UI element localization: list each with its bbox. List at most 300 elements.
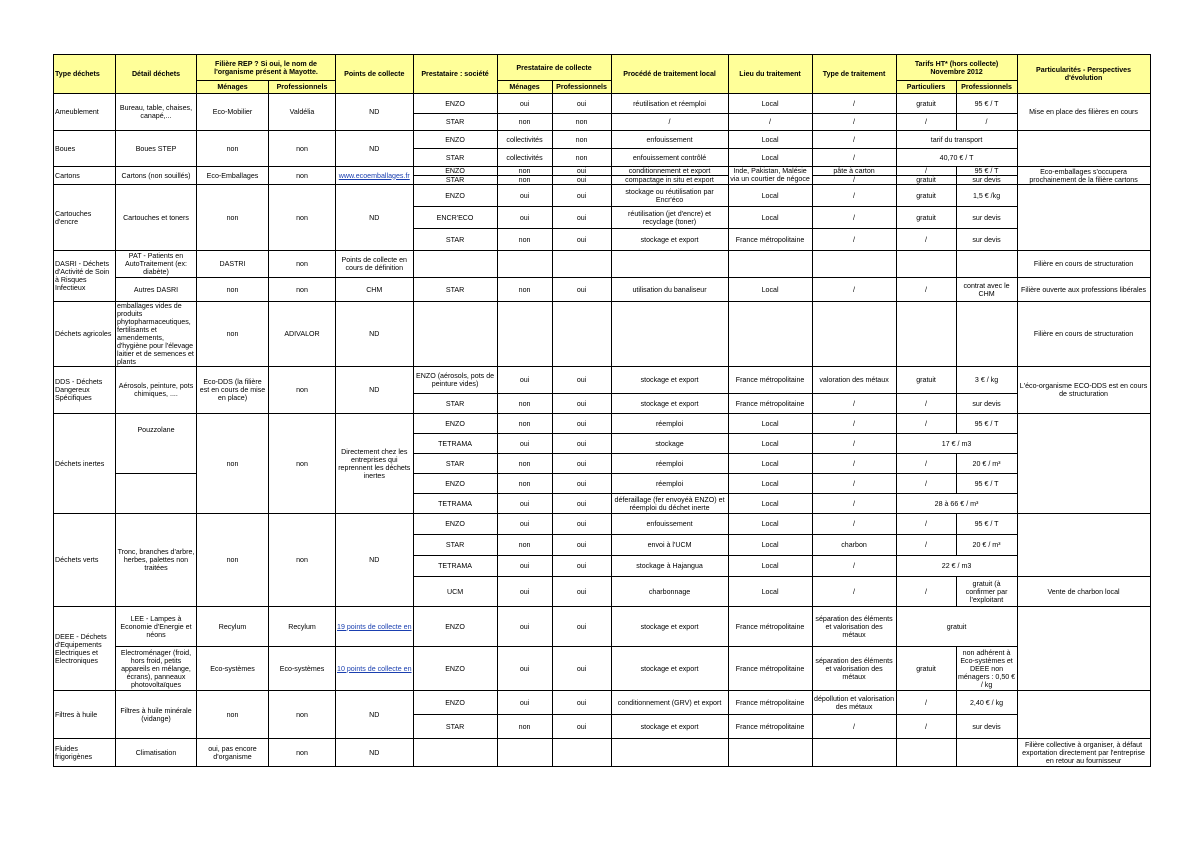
menages-cell bbox=[497, 302, 552, 367]
rep-pro-cell: non bbox=[269, 414, 336, 514]
societe-cell: ENZO bbox=[413, 414, 497, 434]
menages-cell: oui bbox=[497, 185, 552, 207]
particularites-cell bbox=[1017, 607, 1150, 691]
type-traitement-cell: / bbox=[812, 494, 896, 514]
header-lieu: Lieu du traitement bbox=[728, 55, 812, 94]
tarif-pro-cell bbox=[956, 302, 1017, 367]
societe-cell: TETRAMA bbox=[413, 494, 497, 514]
procede-cell: / bbox=[611, 114, 728, 131]
rep-menages-cell: non bbox=[197, 414, 269, 514]
particularites-cell: Eco-emballages s'occupera prochainement de la filière cartons bbox=[1017, 167, 1150, 185]
rep-pro-cell: non bbox=[269, 367, 336, 414]
header-row-2 bbox=[54, 81, 1151, 94]
tarif-pro-cell: gratuit (à confirmer par l'exploitant bbox=[956, 577, 1017, 607]
menages-cell: oui bbox=[497, 556, 552, 577]
header-prestataire-societe: Prestataire : société bbox=[413, 55, 497, 94]
societe-cell: TETRAMA bbox=[413, 556, 497, 577]
lieu-cell: France métropolitaine bbox=[728, 691, 812, 715]
header-prestataire-collecte: Prestataire de collecte bbox=[497, 55, 611, 81]
menages-cell: non bbox=[497, 474, 552, 494]
tarif-merged-cell: tarif du transport bbox=[896, 131, 1017, 149]
societe-cell bbox=[413, 302, 497, 367]
detail-cell: Boues STEP bbox=[116, 131, 197, 167]
table-row bbox=[54, 185, 1151, 207]
procede-cell: utilisation du banaliseur bbox=[611, 278, 728, 302]
procede-cell: stockage bbox=[611, 434, 728, 454]
points-cell: ND bbox=[336, 739, 414, 767]
pro-cell: oui bbox=[552, 535, 611, 556]
type-traitement-cell: / bbox=[812, 94, 896, 114]
type-traitement-cell: séparation des éléments et valorisation des métaux bbox=[812, 607, 896, 647]
lieu-cell: Local bbox=[728, 434, 812, 454]
type-traitement-cell: / bbox=[812, 715, 896, 739]
pro-cell: non bbox=[552, 149, 611, 167]
tarif-part-cell: gratuit bbox=[896, 176, 956, 185]
type-traitement-cell: / bbox=[812, 114, 896, 131]
table-row bbox=[54, 414, 1151, 434]
table-row bbox=[54, 739, 1151, 767]
pro-cell: oui bbox=[552, 577, 611, 607]
menages-cell: non bbox=[497, 414, 552, 434]
points-cell: ND bbox=[336, 94, 414, 131]
societe-cell: ENZO bbox=[413, 94, 497, 114]
rep-pro-cell: non bbox=[269, 278, 336, 302]
procede-cell: envoi à l'UCM bbox=[611, 535, 728, 556]
societe-cell: ENZO bbox=[413, 474, 497, 494]
tarif-part-cell: / bbox=[896, 514, 956, 535]
pro-cell: oui bbox=[552, 94, 611, 114]
pro-cell: oui bbox=[552, 414, 611, 434]
type-traitement-cell: / bbox=[812, 514, 896, 535]
lieu-cell: Local bbox=[728, 185, 812, 207]
societe-cell: UCM bbox=[413, 577, 497, 607]
rep-pro-cell: non bbox=[269, 185, 336, 251]
detail-cell: LEE - Lampes à Economie d'Energie et néons bbox=[116, 607, 197, 647]
points-cell: ND bbox=[336, 302, 414, 367]
lee-collection-points-link[interactable]: 19 points de collecte en bbox=[337, 622, 412, 631]
procede-cell: réemploi bbox=[611, 454, 728, 474]
type-traitement-cell: / bbox=[812, 454, 896, 474]
tarif-part-cell bbox=[896, 739, 956, 767]
lieu-cell bbox=[728, 302, 812, 367]
menages-cell: non bbox=[497, 535, 552, 556]
lieu-cell: Local bbox=[728, 454, 812, 474]
societe-cell: TETRAMA bbox=[413, 434, 497, 454]
type-traitement-cell: / bbox=[812, 185, 896, 207]
header-particularites: Particularités - Perspectives d'évolution bbox=[1017, 55, 1150, 94]
procede-cell: stockage ou réutilisation par Encr'éco bbox=[611, 185, 728, 207]
ecoemballages-link[interactable]: www.ecoemballages.fr bbox=[338, 171, 410, 180]
societe-cell: ENZO bbox=[413, 514, 497, 535]
particularites-cell: Mise en place des filières en cours bbox=[1017, 94, 1150, 131]
lieu-cell: France métropolitaine bbox=[728, 647, 812, 691]
waste-streams-table bbox=[53, 54, 1151, 767]
header-rep-professionnels: Professionnels bbox=[269, 81, 336, 94]
lieu-cell: Inde, Pakistan, Malésie via un courtier de négoce bbox=[728, 167, 812, 185]
pro-cell: oui bbox=[552, 278, 611, 302]
detail-cell: Tronc, branches d'arbre, herbes, palettes non traitées bbox=[116, 514, 197, 607]
header-rep: Filière REP ? Si oui, le nom de l'organisme présent à Mayotte. bbox=[197, 55, 336, 81]
tarif-pro-cell: 95 € / T bbox=[956, 414, 1017, 434]
rep-menages-cell: non bbox=[197, 691, 269, 739]
type-traitement-cell: / bbox=[812, 394, 896, 414]
tarif-merged-cell: 28 à 66 € / m³ bbox=[896, 494, 1017, 514]
menages-cell: oui bbox=[497, 577, 552, 607]
type-cell: Filtres à huile bbox=[54, 691, 116, 739]
menages-cell: oui bbox=[497, 607, 552, 647]
procede-cell: réemploi bbox=[611, 474, 728, 494]
detail-cell: PAT - Patients en AutoTraitement (ex: diabète) bbox=[116, 251, 197, 278]
menages-cell: non bbox=[497, 454, 552, 474]
lieu-cell: Local bbox=[728, 207, 812, 229]
pro-cell: oui bbox=[552, 647, 611, 691]
menages-cell: non bbox=[497, 167, 552, 176]
type-cell: Déchets verts bbox=[54, 514, 116, 607]
tarif-merged-cell: 40,70 € / T bbox=[896, 149, 1017, 167]
table-row bbox=[54, 367, 1151, 394]
rep-menages-cell: Eco-Mobilier bbox=[197, 94, 269, 131]
deee-collection-points-link[interactable]: 10 points de collecte en bbox=[337, 664, 412, 673]
rep-pro-cell: non bbox=[269, 167, 336, 185]
tarif-pro-cell bbox=[956, 739, 1017, 767]
menages-cell: oui bbox=[497, 434, 552, 454]
societe-cell: ENCR'ECO bbox=[413, 207, 497, 229]
societe-cell: ENZO bbox=[413, 185, 497, 207]
type-traitement-cell: / bbox=[812, 131, 896, 149]
type-cell: DEEE - Déchets d'Equipements Electriques et Electroniques bbox=[54, 607, 116, 691]
type-traitement-cell: / bbox=[812, 577, 896, 607]
tarif-part-cell: / bbox=[896, 394, 956, 414]
table-row bbox=[54, 514, 1151, 535]
tarif-pro-cell: 95 € / T bbox=[956, 167, 1017, 176]
header-type-traitement: Type de traitement bbox=[812, 55, 896, 94]
pro-cell: oui bbox=[552, 556, 611, 577]
tarif-part-cell: gratuit bbox=[896, 367, 956, 394]
procede-cell bbox=[611, 739, 728, 767]
menages-cell: oui bbox=[497, 514, 552, 535]
lieu-cell bbox=[728, 251, 812, 278]
header-collecte-professionnels: Professionnels bbox=[552, 81, 611, 94]
pro-cell: oui bbox=[552, 607, 611, 647]
type-cell: Boues bbox=[54, 131, 116, 167]
tarif-pro-cell: 95 € / T bbox=[956, 474, 1017, 494]
points-cell: Points de collecte en cours de définition bbox=[336, 251, 414, 278]
rep-pro-cell: ADIVALOR bbox=[269, 302, 336, 367]
rep-pro-cell: non bbox=[269, 251, 336, 278]
type-traitement-cell: pâte à carton bbox=[812, 167, 896, 176]
points-cell: ND bbox=[336, 514, 414, 607]
rep-menages-cell: non bbox=[197, 278, 269, 302]
rep-menages-cell: Eco-Emballages bbox=[197, 167, 269, 185]
pro-cell bbox=[552, 739, 611, 767]
particularites-cell bbox=[1017, 185, 1150, 251]
table-row bbox=[54, 167, 1151, 176]
points-cell: ND bbox=[336, 185, 414, 251]
societe-cell: ENZO bbox=[413, 691, 497, 715]
societe-cell: STAR bbox=[413, 715, 497, 739]
procede-cell: charbonnage bbox=[611, 577, 728, 607]
menages-cell: non bbox=[497, 715, 552, 739]
table-row bbox=[54, 94, 1151, 114]
lieu-cell: Local bbox=[728, 577, 812, 607]
societe-cell: STAR bbox=[413, 176, 497, 185]
detail-cell: Autres DASRI bbox=[116, 278, 197, 302]
rep-pro-cell: Eco-systèmes bbox=[269, 647, 336, 691]
type-traitement-cell: charbon bbox=[812, 535, 896, 556]
type-traitement-cell: / bbox=[812, 229, 896, 251]
tarif-pro-cell: contrat avec le CHM bbox=[956, 278, 1017, 302]
tarif-part-cell: gratuit bbox=[896, 207, 956, 229]
lieu-cell: France métropolitaine bbox=[728, 367, 812, 394]
pro-cell: oui bbox=[552, 514, 611, 535]
detail-cell: Bureau, table, chaises, canapé,... bbox=[116, 94, 197, 131]
pro-cell: oui bbox=[552, 434, 611, 454]
points-cell: ND bbox=[336, 367, 414, 414]
menages-cell: oui bbox=[497, 691, 552, 715]
societe-cell: STAR bbox=[413, 149, 497, 167]
points-cell bbox=[336, 647, 414, 691]
procede-cell: stockage à Hajangua bbox=[611, 556, 728, 577]
tarif-pro-cell: sur devis bbox=[956, 394, 1017, 414]
tarif-pro-cell: sur devis bbox=[956, 715, 1017, 739]
type-traitement-cell: / bbox=[812, 278, 896, 302]
table-row bbox=[54, 302, 1151, 367]
menages-cell: non bbox=[497, 176, 552, 185]
societe-cell: STAR bbox=[413, 535, 497, 556]
procede-cell: déferaillage (fer envoyéà ENZO) et réemploi du déchet inerte bbox=[611, 494, 728, 514]
societe-cell bbox=[413, 251, 497, 278]
societe-cell: STAR bbox=[413, 114, 497, 131]
table-row bbox=[54, 647, 1151, 691]
points-cell: ND bbox=[336, 131, 414, 167]
procede-cell: stockage et export bbox=[611, 367, 728, 394]
header-rep-menages: Ménages bbox=[197, 81, 269, 94]
pro-cell: oui bbox=[552, 176, 611, 185]
type-cell: Cartons bbox=[54, 167, 116, 185]
pro-cell: oui bbox=[552, 454, 611, 474]
lieu-cell: France métropolitaine bbox=[728, 394, 812, 414]
header-tarif-professionnels: Professionnels bbox=[956, 81, 1017, 94]
detail-cell: Cartouches et toners bbox=[116, 185, 197, 251]
type-cell: Déchets inertes bbox=[54, 414, 116, 514]
procede-cell: conditionnement et export bbox=[611, 167, 728, 176]
type-traitement-cell: dépollution et valorisation des métaux bbox=[812, 691, 896, 715]
type-traitement-cell: / bbox=[812, 176, 896, 185]
lieu-cell: Local bbox=[728, 535, 812, 556]
points-cell: Directement chez les entreprises qui reprennent les déchets inertes bbox=[336, 414, 414, 514]
type-traitement-cell bbox=[812, 251, 896, 278]
lieu-cell: France métropolitaine bbox=[728, 607, 812, 647]
tarif-part-cell: / bbox=[896, 229, 956, 251]
pro-cell: oui bbox=[552, 394, 611, 414]
procede-cell: enfouissement bbox=[611, 131, 728, 149]
tarif-part-cell: / bbox=[896, 414, 956, 434]
menages-cell: oui bbox=[497, 494, 552, 514]
table-row bbox=[54, 607, 1151, 647]
tarif-pro-cell: 3 € / kg bbox=[956, 367, 1017, 394]
tarif-pro-cell bbox=[956, 251, 1017, 278]
particularites-cell: Filière ouverte aux professions libérales bbox=[1017, 278, 1150, 302]
menages-cell: collectivités bbox=[497, 131, 552, 149]
tarif-merged-cell: gratuit bbox=[896, 607, 1017, 647]
type-traitement-cell: / bbox=[812, 474, 896, 494]
rep-menages-cell: non bbox=[197, 514, 269, 607]
particularites-cell bbox=[1017, 691, 1150, 739]
header-procede: Procédé de traitement local bbox=[611, 55, 728, 94]
pro-cell: oui bbox=[552, 474, 611, 494]
menages-cell bbox=[497, 739, 552, 767]
menages-cell bbox=[497, 251, 552, 278]
tarif-part-cell: / bbox=[896, 114, 956, 131]
menages-cell: oui bbox=[497, 207, 552, 229]
menages-cell: non bbox=[497, 114, 552, 131]
detail-cell: emballages vides de produits phytopharmaceutiques, fertilisants et amendements, d'hygiène pour l'élevage laitier et de semences et plants bbox=[116, 302, 197, 367]
rep-menages-cell: oui, pas encore d'organisme bbox=[197, 739, 269, 767]
menages-cell: oui bbox=[497, 367, 552, 394]
particularites-cell bbox=[1017, 131, 1150, 167]
lieu-cell: Local bbox=[728, 131, 812, 149]
lieu-cell: Local bbox=[728, 414, 812, 434]
particularites-cell bbox=[1017, 514, 1150, 577]
lieu-cell: France métropolitaine bbox=[728, 715, 812, 739]
rep-menages-cell: non bbox=[197, 302, 269, 367]
type-cell: DDS - Déchets Dangereux Spécifiques bbox=[54, 367, 116, 414]
pro-cell: oui bbox=[552, 167, 611, 176]
detail-cell: Climatisation bbox=[116, 739, 197, 767]
type-traitement-cell: / bbox=[812, 207, 896, 229]
lieu-cell: Local bbox=[728, 474, 812, 494]
lieu-cell: Local bbox=[728, 149, 812, 167]
tarif-pro-cell: 95 € / T bbox=[956, 514, 1017, 535]
tarif-part-cell: gratuit bbox=[896, 185, 956, 207]
lieu-cell bbox=[728, 739, 812, 767]
detail-cell: Filtres à huile minérale (vidange) bbox=[116, 691, 197, 739]
rep-menages-cell: non bbox=[197, 131, 269, 167]
detail-cell: Aérosols, peinture, pots chimiques, .... bbox=[116, 367, 197, 414]
tarif-pro-cell: non adhérent à Eco-systèmes et DEEE non ménagers : 0,50 € / kg bbox=[957, 648, 1016, 689]
pro-cell: oui bbox=[552, 185, 611, 207]
pro-cell: non bbox=[552, 131, 611, 149]
procede-cell: conditionnement (GRV) et export bbox=[611, 691, 728, 715]
pro-cell bbox=[552, 302, 611, 367]
rep-pro-cell: Recylum bbox=[269, 607, 336, 647]
societe-cell: STAR bbox=[413, 454, 497, 474]
header-collecte-menages: Ménages bbox=[497, 81, 552, 94]
rep-menages-cell: Recylum bbox=[197, 607, 269, 647]
particularites-cell: Vente de charbon local bbox=[1017, 577, 1150, 607]
table-row bbox=[54, 251, 1151, 278]
type-cell: DASRI - Déchets d'Activité de Soin à Risques Infectieux bbox=[54, 251, 116, 302]
tarif-pro-cell: 20 € / m³ bbox=[956, 535, 1017, 556]
header-points: Points de collecte bbox=[336, 55, 414, 94]
procede-cell: réutilisation et réemploi bbox=[611, 94, 728, 114]
rep-menages-cell: Eco-DDS (la filière est en cours de mise en place) bbox=[197, 367, 269, 414]
societe-cell: STAR bbox=[413, 394, 497, 414]
particularites-cell: Filière collective à organiser, à défaut exportation directement par l'entreprise en retour au fournisseur bbox=[1017, 739, 1150, 767]
tarif-part-cell: gratuit bbox=[896, 94, 956, 114]
societe-cell: ENZO bbox=[413, 647, 497, 691]
particularites-cell: L'éco-organisme ECO-DDS est en cours de structuration bbox=[1017, 367, 1150, 414]
pro-cell: oui bbox=[552, 494, 611, 514]
header-detail: Détail déchets bbox=[116, 55, 197, 94]
header-row-1 bbox=[54, 55, 1151, 81]
procede-cell: réutilisation (jet d'encre) et recyclage (toner) bbox=[611, 207, 728, 229]
points-cell: ND bbox=[336, 691, 414, 739]
header-type: Type déchets bbox=[54, 55, 116, 94]
tarif-part-cell: / bbox=[896, 167, 956, 176]
tarif-part-cell: / bbox=[896, 535, 956, 556]
type-cell: Cartouches d'encre bbox=[54, 185, 116, 251]
lieu-cell: France métropolitaine bbox=[728, 229, 812, 251]
rep-pro-cell: non bbox=[269, 514, 336, 607]
societe-cell: STAR bbox=[413, 229, 497, 251]
societe-cell: ENZO bbox=[413, 167, 497, 176]
tarif-part-cell: / bbox=[896, 691, 956, 715]
procede-cell: stockage et export bbox=[611, 394, 728, 414]
procede-cell: enfouissement contrôlé bbox=[611, 149, 728, 167]
pro-cell: non bbox=[552, 114, 611, 131]
menages-cell: collectivités bbox=[497, 149, 552, 167]
pro-cell: oui bbox=[552, 229, 611, 251]
tarif-pro-cell: 95 € / T bbox=[956, 94, 1017, 114]
particularites-cell: Filière en cours de structuration bbox=[1017, 302, 1150, 367]
menages-cell: non bbox=[497, 278, 552, 302]
tarif-pro-cell: sur devis bbox=[956, 207, 1017, 229]
detail-cell bbox=[116, 474, 197, 514]
tarif-merged-cell: 17 € / m3 bbox=[896, 434, 1017, 454]
type-cell: Ameublement bbox=[54, 94, 116, 131]
tarif-pro-cell: 2,40 € / kg bbox=[956, 691, 1017, 715]
societe-cell: ENZO (aérosols, pots de peinture vides) bbox=[413, 367, 497, 394]
tarif-pro-cell: 1,5 € /kg bbox=[956, 185, 1017, 207]
tarif-merged-cell: 22 € / m3 bbox=[896, 556, 1017, 577]
menages-cell: non bbox=[497, 229, 552, 251]
procede-cell bbox=[611, 302, 728, 367]
type-traitement-cell: / bbox=[812, 434, 896, 454]
particularites-cell: Filière en cours de structuration bbox=[1017, 251, 1150, 278]
tarif-part-cell: / bbox=[896, 454, 956, 474]
procede-cell: stockage et export bbox=[611, 607, 728, 647]
detail-cell: Cartons (non souillés) bbox=[116, 167, 197, 185]
waste-table-sheet bbox=[53, 54, 1151, 767]
procede-cell: stockage et export bbox=[611, 229, 728, 251]
pro-cell: oui bbox=[552, 715, 611, 739]
detail-cell: Pouzzolane bbox=[116, 414, 197, 474]
societe-cell: STAR bbox=[413, 278, 497, 302]
rep-menages-cell: DASTRI bbox=[197, 251, 269, 278]
tarif-part-cell: gratuit bbox=[896, 647, 956, 691]
lieu-cell: Local bbox=[728, 278, 812, 302]
tarif-pro-cell: / bbox=[956, 114, 1017, 131]
table-row bbox=[54, 131, 1151, 149]
points-cell bbox=[336, 607, 414, 647]
points-cell: CHM bbox=[336, 278, 414, 302]
tarif-part-cell: / bbox=[896, 278, 956, 302]
type-traitement-cell bbox=[812, 739, 896, 767]
societe-cell bbox=[413, 739, 497, 767]
type-cell: Déchets agricoles bbox=[54, 302, 116, 367]
societe-cell: ENZO bbox=[413, 607, 497, 647]
type-traitement-cell: / bbox=[812, 556, 896, 577]
procede-cell: stockage et export bbox=[611, 715, 728, 739]
tarif-pro-cell: sur devis bbox=[956, 176, 1017, 185]
header-tarif-particuliers: Particuliers bbox=[896, 81, 956, 94]
type-traitement-cell: / bbox=[812, 149, 896, 167]
lieu-cell: Local bbox=[728, 514, 812, 535]
pro-cell: oui bbox=[552, 691, 611, 715]
table-row bbox=[54, 278, 1151, 302]
tarif-part-cell: / bbox=[896, 577, 956, 607]
